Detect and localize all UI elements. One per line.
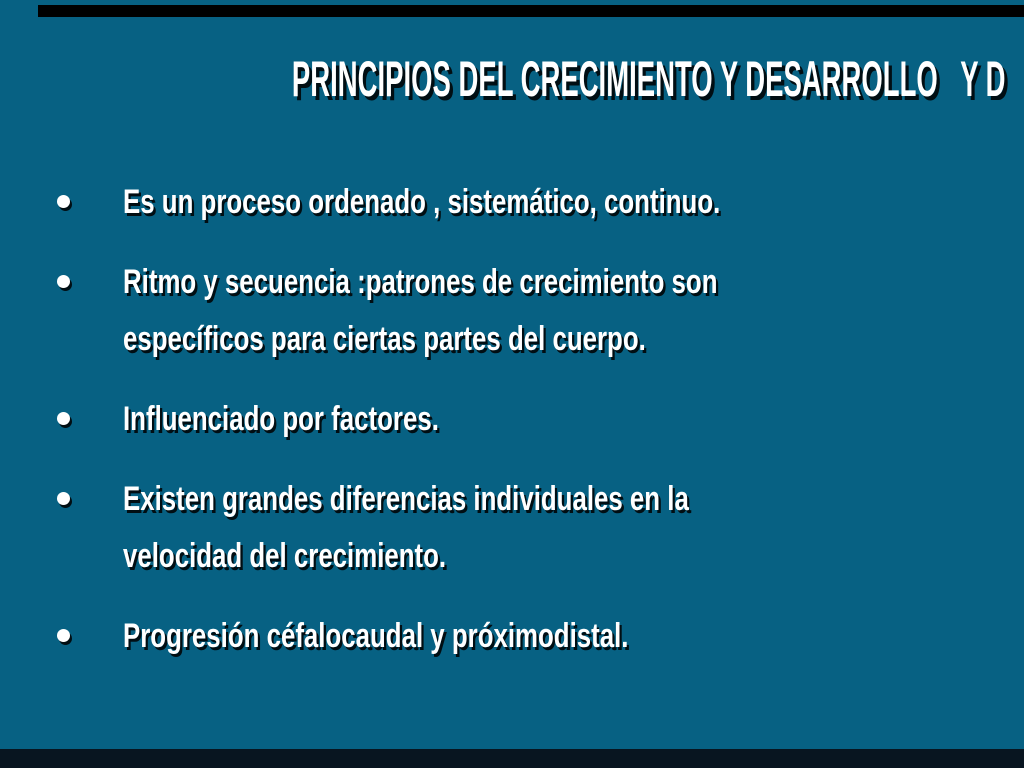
bullet-list xyxy=(0,174,1024,665)
bullet-text xyxy=(123,174,720,231)
bullet-line: Existen grandes diferencias individuales en la xyxy=(123,480,689,518)
bullet-line: Es un proceso ordenado , sistemático, continuo. xyxy=(123,183,721,221)
bullet-text xyxy=(123,254,717,368)
bullet-item xyxy=(57,254,1004,368)
bullet-line: Progresión céfalocaudal y próximodistal. xyxy=(123,617,629,655)
bullet-text xyxy=(123,608,628,665)
bullet-text xyxy=(123,471,689,585)
bullet-dot-icon xyxy=(57,412,70,425)
bullet-line: Ritmo y secuencia :patrones de crecimiento son xyxy=(123,263,718,301)
slide-title-text: PRINCIPIOS DEL CRECIMIENTO Y DESARROLLO Y D xyxy=(291,51,1006,107)
top-black-bar xyxy=(38,5,1024,17)
bullet-line: específicos para ciertas partes del cuerpo. xyxy=(123,320,646,358)
bullet-dot-icon xyxy=(57,492,70,505)
bullet-line: velocidad del crecimiento. xyxy=(123,537,447,575)
bullet-dot-icon xyxy=(57,629,70,642)
bullet-item xyxy=(57,391,1004,448)
bullet-item xyxy=(57,174,1004,231)
bullet-item xyxy=(57,471,1004,585)
bullet-text xyxy=(123,391,439,448)
bullet-item xyxy=(57,608,1004,665)
bullet-dot-icon xyxy=(57,275,70,288)
bottom-bar xyxy=(0,749,1024,768)
bullet-dot-icon xyxy=(57,195,70,208)
bullet-line: Influenciado por factores. xyxy=(123,400,439,438)
